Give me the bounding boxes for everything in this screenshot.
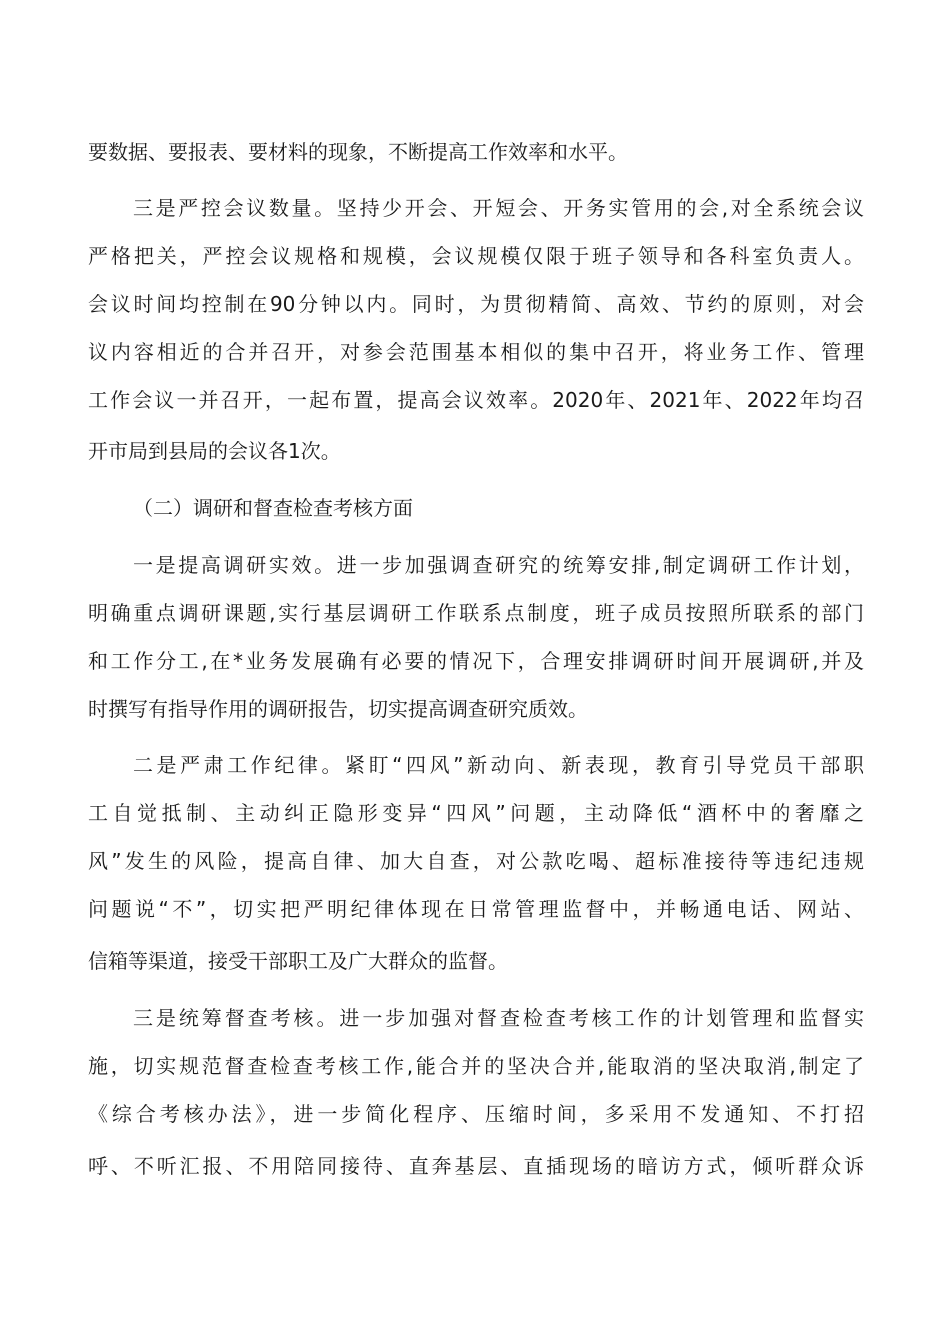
paragraph-line: 和工作分工,在*业务发展确有必要的情况下，合理安排调研时间开展调研,并及 bbox=[88, 649, 864, 673]
paragraph-line: 一是提高调研实效。进一步加强调查研究的统筹安排,制定调研工作计划， bbox=[133, 553, 864, 577]
paragraph-line: 议内容相近的合并召开，对参会范围基本相似的集中召开，将业务工作、管理 bbox=[88, 340, 864, 364]
paragraph-line: 呼、不听汇报、不用陪同接待、直奔基层、直插现场的暗访方式，倾听群众诉 bbox=[88, 1154, 864, 1178]
paragraph-line: 时撰写有指导作用的调研报告，切实提高调查研究质效。 bbox=[88, 697, 588, 721]
paragraph-line: 三是严控会议数量。坚持少开会、开短会、开务实管用的会,对全系统会议 bbox=[133, 196, 864, 220]
paragraph-line: 明确重点调研课题,实行基层调研工作联系点制度，班子成员按照所联系的部门 bbox=[88, 601, 864, 625]
section-heading: （二）调研和督查检查考核方面 bbox=[133, 496, 413, 520]
paragraph-line: 信箱等渠道，接受干部职工及广大群众的监督。 bbox=[88, 949, 508, 973]
paragraph-line: 《综合考核办法》，进一步简化程序、压缩时间，多采用不发通知、不打招 bbox=[88, 1102, 864, 1126]
paragraph-line: 施，切实规范督查检查考核工作,能合并的坚决合并,能取消的坚决取消,制定了 bbox=[88, 1054, 864, 1078]
paragraph-line: 风”发生的风险，提高自律、加大自查，对公款吃喝、超标准接待等违纪违规 bbox=[88, 849, 864, 873]
paragraph-line: 开市局到县局的会议各1次。 bbox=[88, 439, 341, 463]
paragraph-line: 问题说“不”，切实把严明纪律体现在日常管理监督中，并畅通电话、网站、 bbox=[88, 897, 864, 921]
paragraph-line: 要数据、要报表、要材料的现象，不断提高工作效率和水平。 bbox=[88, 140, 628, 164]
paragraph-line: 严格把关，严控会议规格和规模，会议规模仅限于班子领导和各科室负责人。 bbox=[88, 244, 864, 268]
paragraph-line: 工作会议一并召开，一起布置，提高会议效率。2020年、2021年、2022年均召 bbox=[88, 388, 864, 412]
paragraph-line: 三是统筹督查考核。进一步加强对督查检查考核工作的计划管理和监督实 bbox=[133, 1006, 864, 1030]
paragraph-line: 二是严肃工作纪律。紧盯“四风”新动向、新表现，教育引导党员干部职 bbox=[133, 753, 864, 777]
paragraph-line: 会议时间均控制在90分钟以内。同时，为贯彻精简、高效、节约的原则，对会 bbox=[88, 292, 864, 316]
paragraph-line: 工自觉抵制、主动纠正隐形变异“四风”问题，主动降低“酒杯中的奢靡之 bbox=[88, 801, 864, 825]
